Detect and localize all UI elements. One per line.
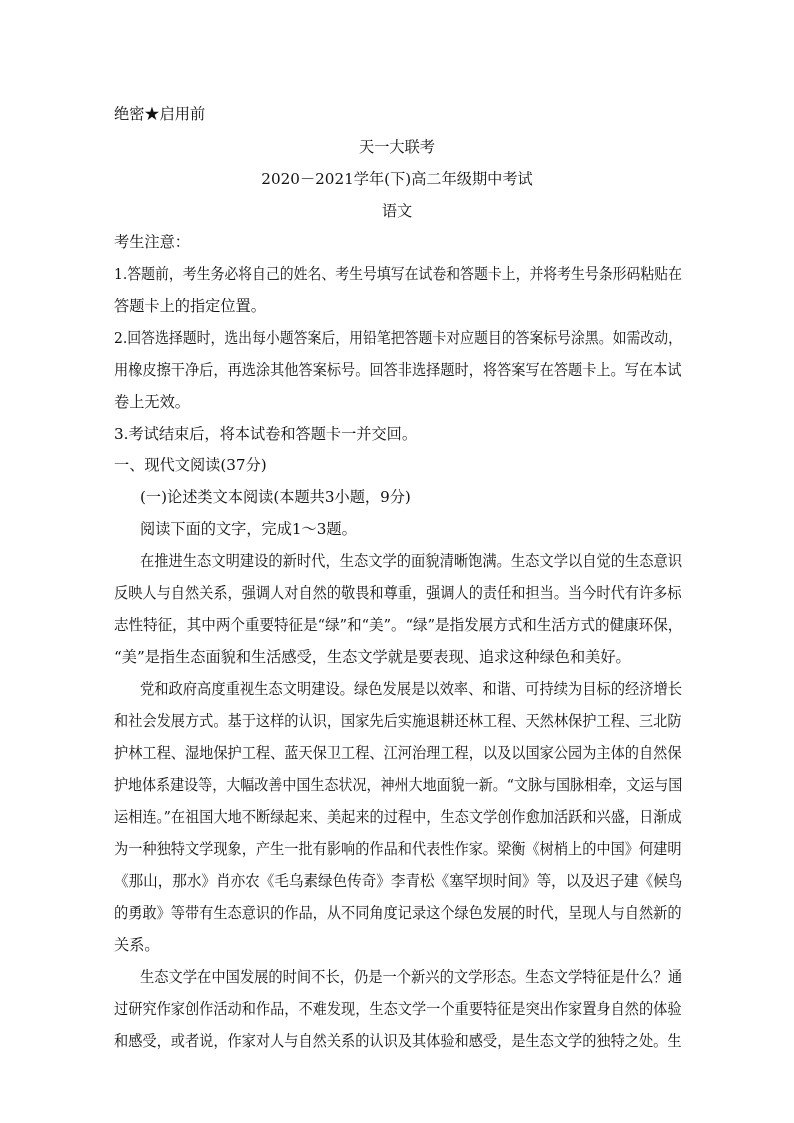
section-instruction: 阅读下面的文字，完成1～3题。 [140,520,357,538]
passage-line: 关系。 [114,936,160,954]
notice-line: 卷上无效。 [114,393,190,411]
passage-line: 护地体系建设等，大幅改善中国生态状况，神州大地面貌一新。“文脉与国脉相牵，文运与国 [114,776,683,794]
passage-line: 反映人与自然关系，强调人对自然的敬畏和尊重，强调人的责任和担当。当今时代有许多标 [114,584,682,602]
exam-title: 2020－2021学年(下)高二年级期中考试 [261,170,533,188]
section-subtitle: (一)论述类文本阅读(本题共3小题，9分) [140,488,411,506]
confidential-label: 绝密★启用前 [114,105,206,123]
passage-line: 志性特征，其中两个重要特征是“绿”和“美”。“绿”是指发展方式和生活方式的健康环保， [114,616,683,634]
passage-line: 在推进生态文明建设的新时代，生态文学的面貌清晰饱满。生态文学以自觉的生态意识 [140,552,683,570]
notice-line: 答题卡上的指定位置。 [114,297,266,315]
passage-line: 《那山，那水》肖亦农《毛乌素绿色传奇》李青松《塞罕坝时间》等，以及迟子建《候鸟 [114,872,683,890]
passage-line: 运相连。”在祖国大地不断绿起来、美起来的过程中，生态文学创作愈加活跃和兴盛，日渐成 [114,808,682,826]
section-title: 一、现代文阅读(37分) [114,456,267,474]
notice-title: 考生注意： [114,233,190,251]
notice-line: 用橡皮擦干净后，再选涂其他答案标号。回答非选择题时，将答案写在答题卡上。写在本试 [114,361,682,379]
passage-line: 为一种独特文学现象，产生一批有影响的作品和代表性作家。梁衡《树梢上的中国》何建明 [114,840,682,858]
passage-line: 护林工程、湿地保护工程、蓝天保卫工程、江河治理工程，以及以国家公园为主体的自然保 [114,744,682,762]
passage-line: “美”是指生态面貌和生活感受，生态文学就是要表现、追求这种绿色和美好。 [114,648,631,666]
subject-title: 语文 [381,202,413,220]
notice-line: 2.回答选择题时，选出每小题答案后，用铅笔把答题卡对应题目的答案标号涂黑。如需改动， [114,329,683,347]
passage-line: 和社会发展方式。基于这样的认识，国家先后实施退耕还林工程、天然林保护工程、三北防 [114,712,682,730]
notice-line: 3.考试结束后，将本试卷和答题卡一并交回。 [114,425,418,443]
passage-line: 过研究作家创作活动和作品，不难发现，生态文学一个重要特征是突出作家置身自然的体验 [114,1000,682,1018]
passage-line: 的勇敢》等带有生态意识的作品，从不同角度记录这个绿色发展的时代，呈现人与自然新的 [114,904,682,922]
passage-line: 和感受，或者说，作家对人与自然关系的认识及其体验和感受，是生态文学的独特之处。生 [114,1032,682,1050]
org-title: 天一大联考 [359,138,435,156]
notice-line: 1.答题前，考生务必将自己的姓名、考生号填写在试卷和答题卡上，并将考生号条形码粘贴在 [114,265,683,283]
passage-line: 生态文学在中国发展的时间不长，仍是一个新兴的文学形态。生态文学特征是什么？通 [140,968,683,986]
passage-line: 党和政府高度重视生态文明建设。绿色发展是以效率、和谐、可持续为目标的经济增长 [140,680,683,698]
